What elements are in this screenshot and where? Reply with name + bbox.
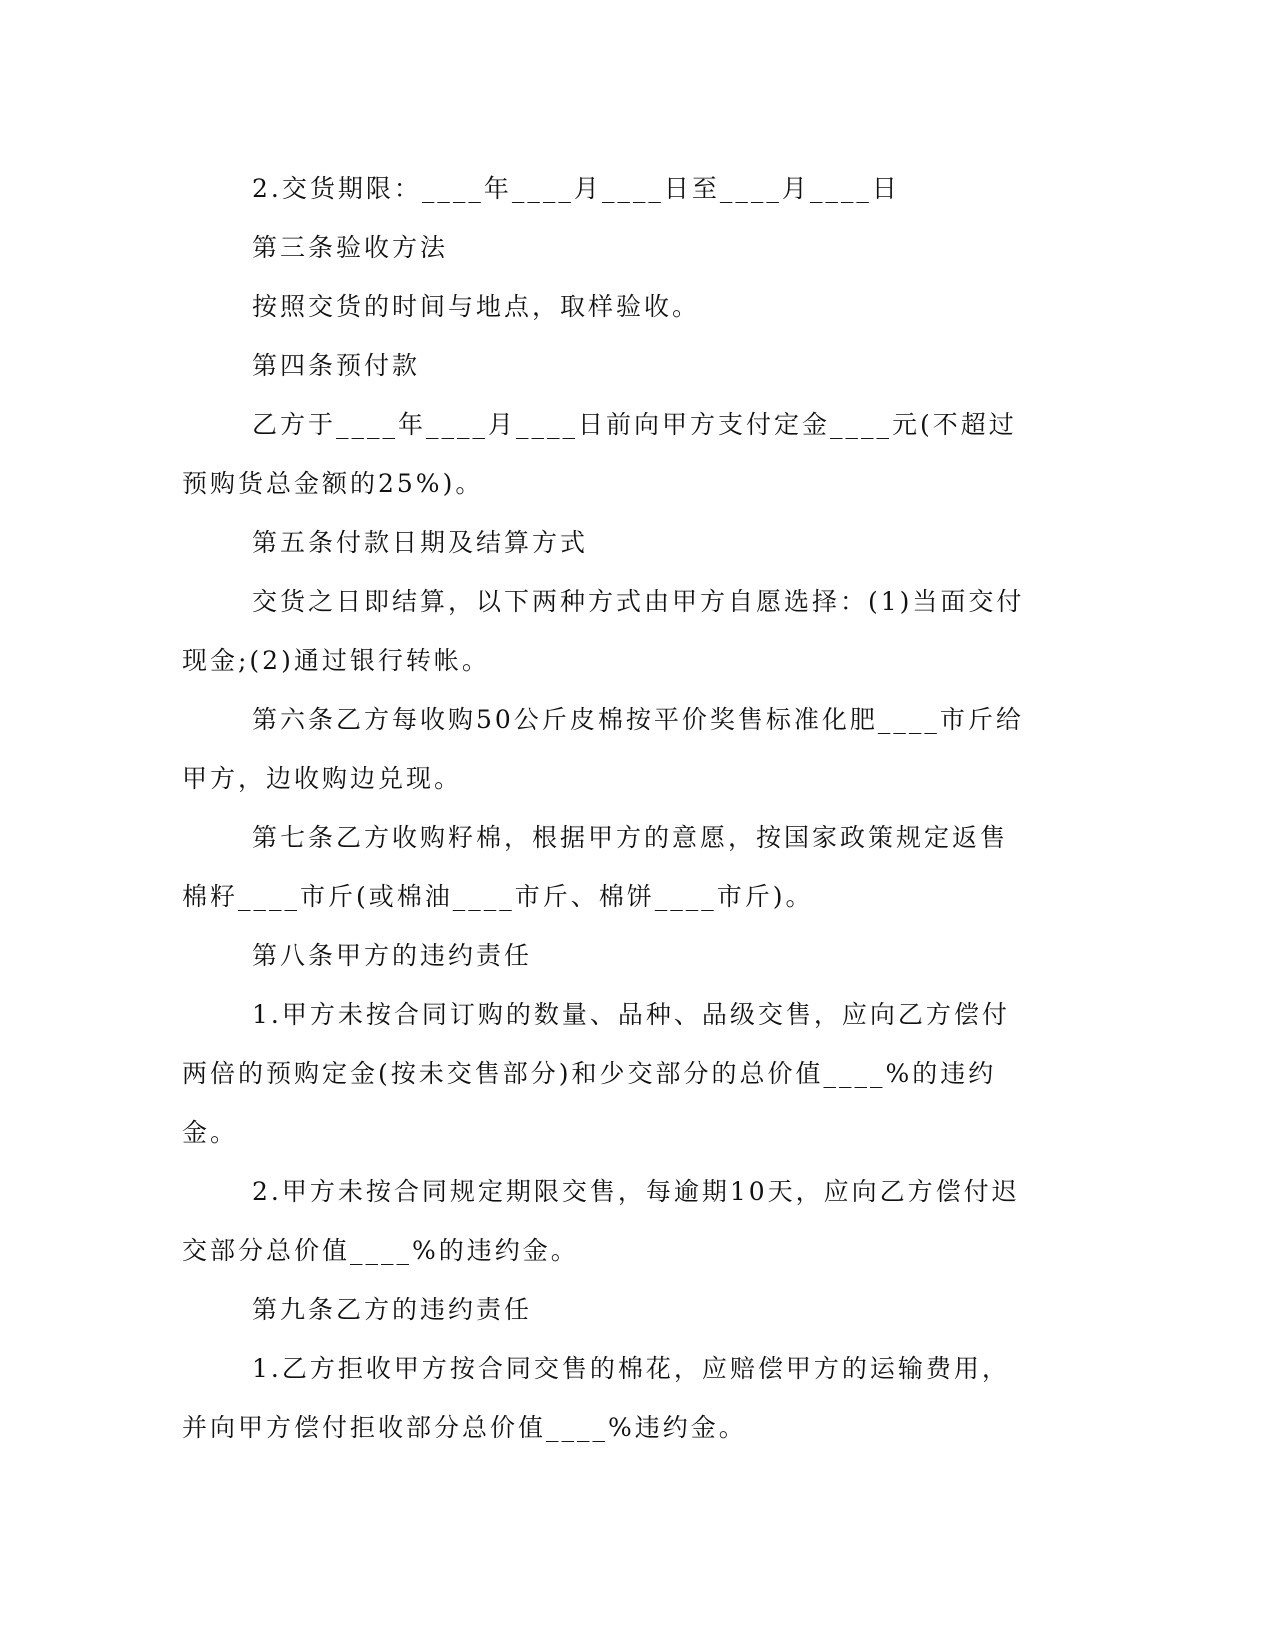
article-6-text: 第六条乙方每收购50公斤皮棉按平价奖售标准化肥____市斤给甲方，边收购边兑现。 — [182, 705, 1024, 793]
article-4-text: 乙方于____年____月____日前向甲方支付定金____元(不超过预购货总金额的25%)。 — [182, 410, 1017, 498]
article-8-heading: 第八条甲方的违约责任 — [252, 941, 533, 970]
article-7-text: 第七条乙方收购籽棉，根据甲方的意愿，按国家政策规定返售棉籽____市斤(或棉油____市斤、棉饼____市斤)。 — [182, 823, 1009, 911]
delivery-period-paragraph: 2.交货期限：____年____月____日至____月____日 — [252, 174, 900, 203]
article-5-text: 交货之日即结算，以下两种方式由甲方自愿选择：(1)当面交付现金;(2)通过银行转帐。 — [182, 587, 1025, 675]
article-4-heading: 第四条预付款 — [252, 351, 421, 380]
article-3-heading: 第三条验收方法 — [252, 233, 449, 262]
article-8-item-1: 1.甲方未按合同订购的数量、品种、品级交售，应向乙方偿付两倍的预购定金(按未交售部分)和少交部分的总价值____%的违约金。 — [182, 1000, 1010, 1147]
article-8-item-2: 2.甲方未按合同规定期限交售，每逾期10天，应向乙方偿付迟交部分总价值____%的违约金。 — [182, 1177, 1020, 1265]
article-9-item-1: 1.乙方拒收甲方按合同交售的棉花，应赔偿甲方的运输费用，并向甲方偿付拒收部分总价值____%违约金。 — [182, 1354, 1010, 1442]
document-body — [182, 159, 1032, 1457]
article-3-text: 按照交货的时间与地点，取样验收。 — [252, 292, 701, 321]
article-9-heading: 第九条乙方的违约责任 — [252, 1295, 533, 1324]
article-5-heading: 第五条付款日期及结算方式 — [252, 528, 589, 557]
